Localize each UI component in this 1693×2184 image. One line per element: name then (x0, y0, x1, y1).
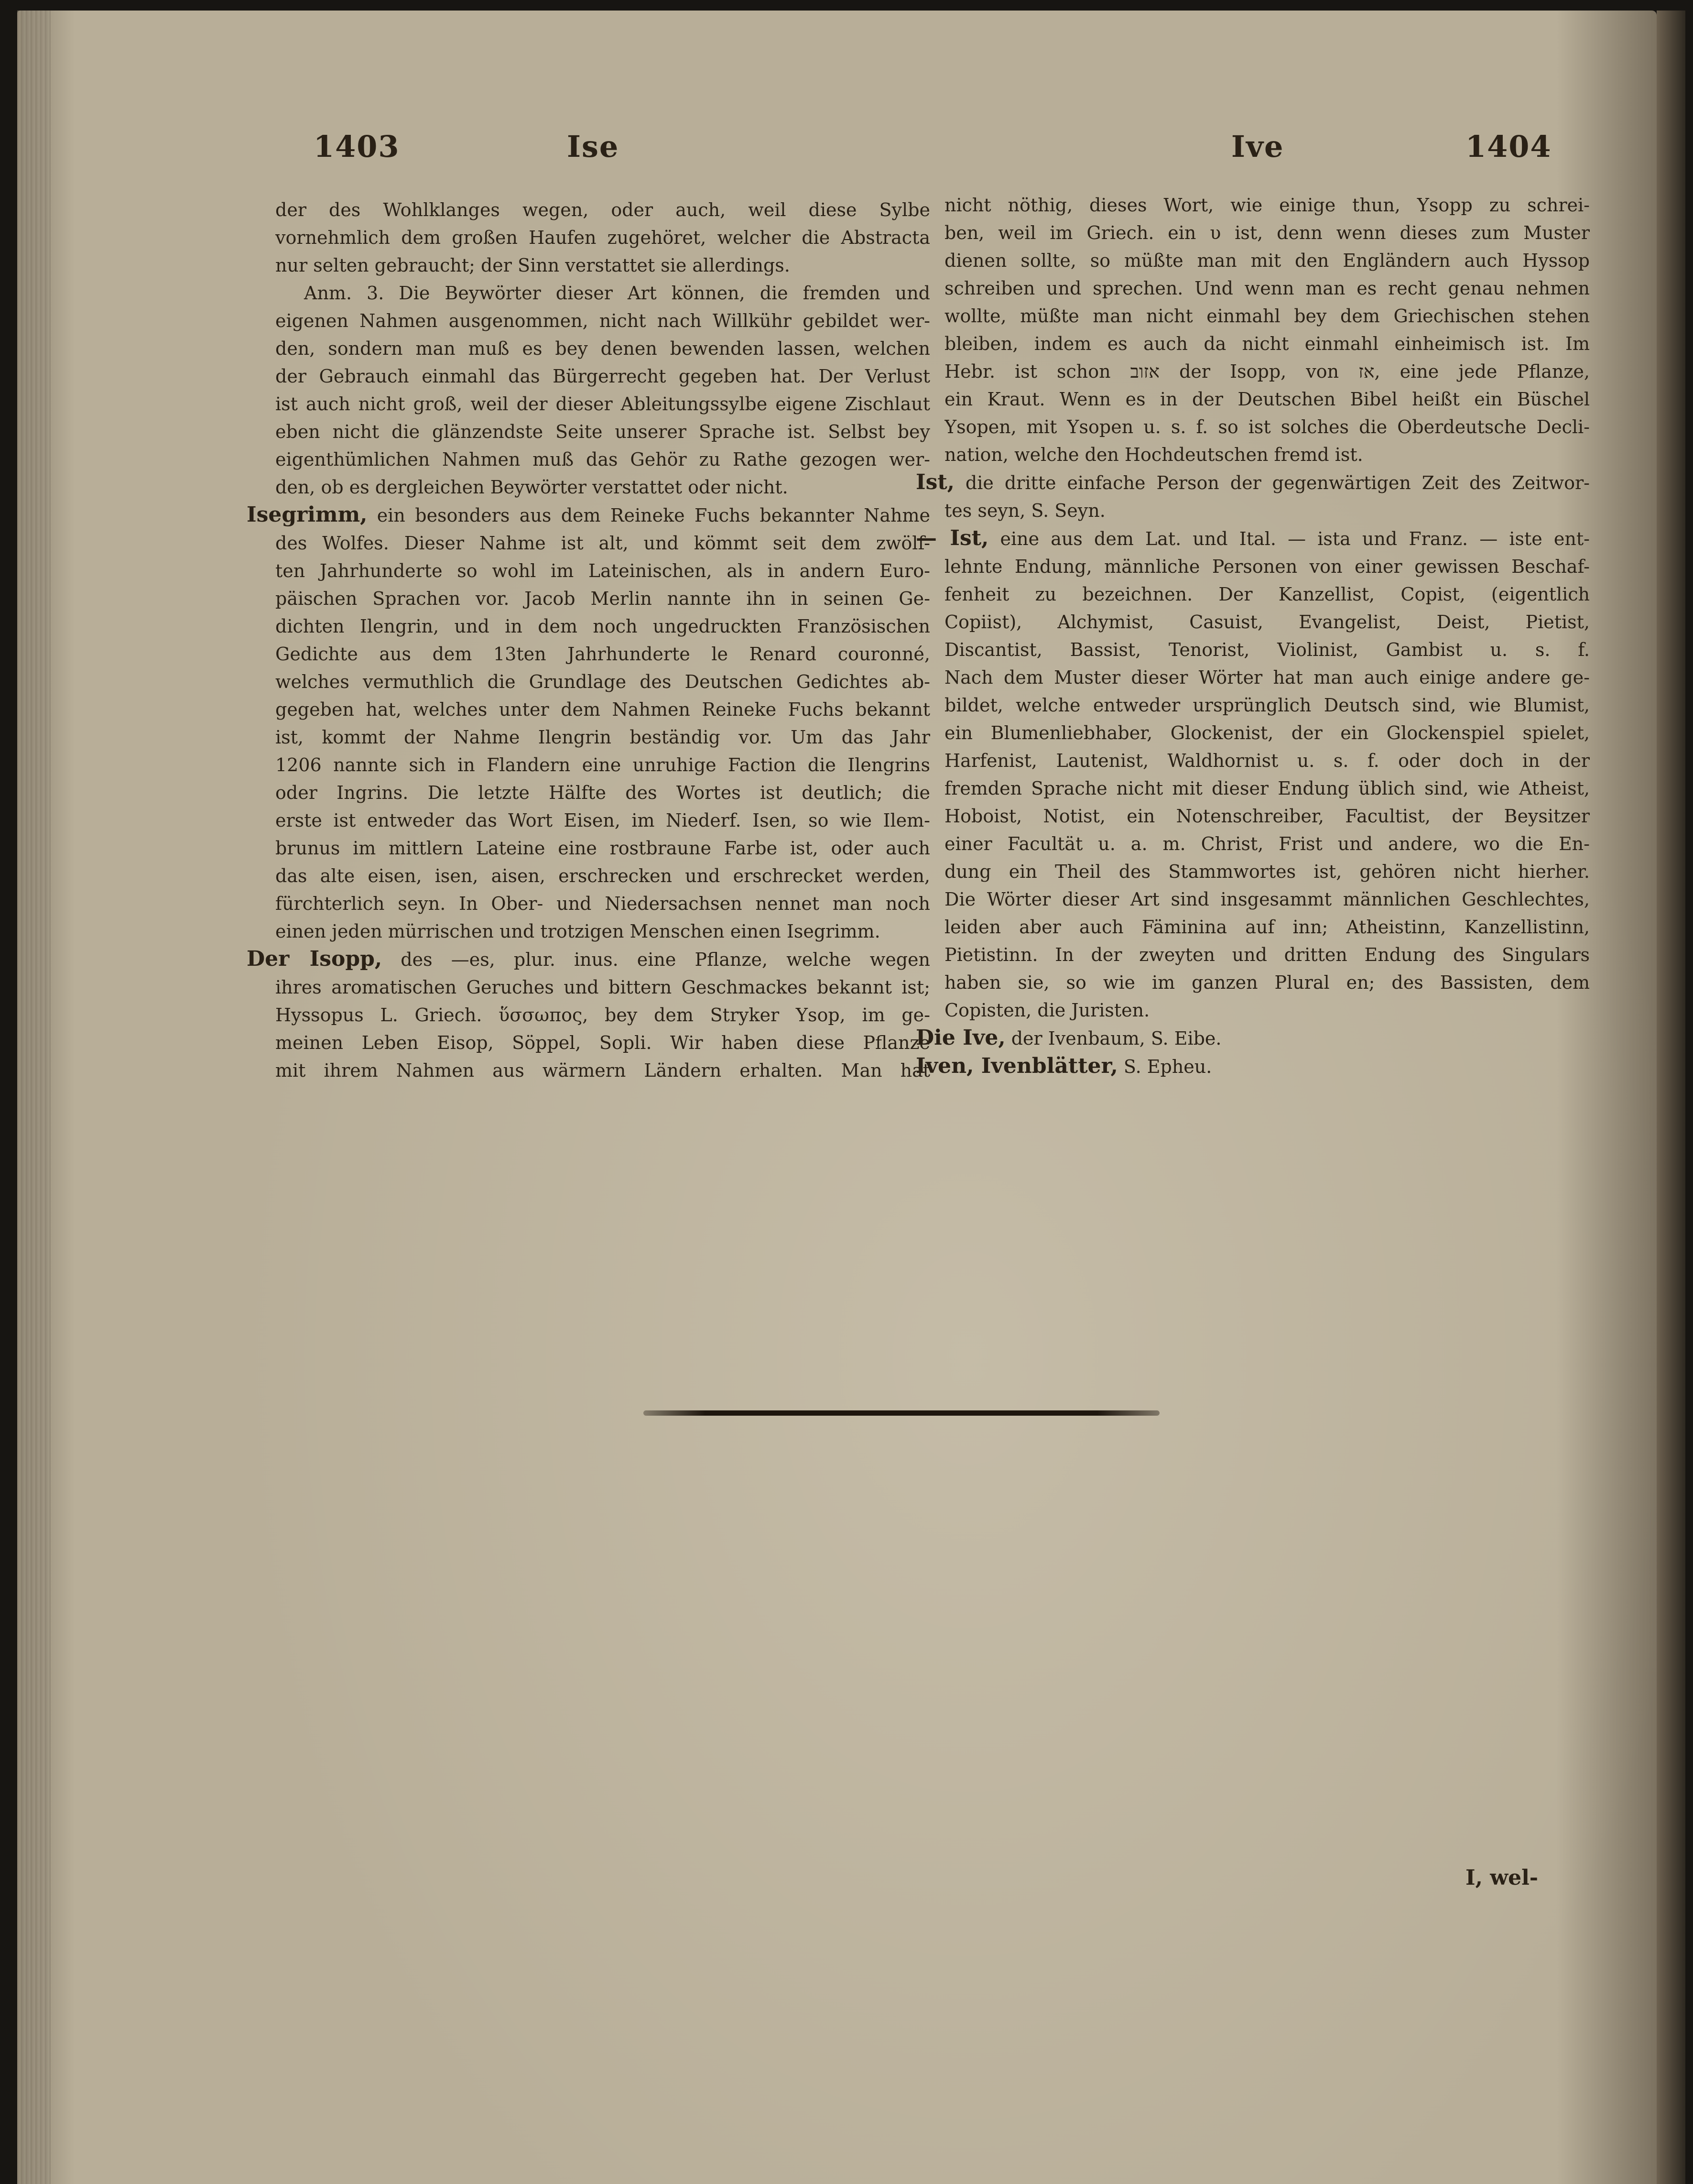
text-line (275, 473, 930, 501)
text-line (275, 723, 930, 751)
running-head-right: Ive (1231, 129, 1284, 164)
line-text: fremden Sprache nicht mit dieser Endung üblich sind, wie Atheist, (944, 778, 1590, 799)
line-text: eigenen Nahmen ausgenommen, nicht nach Willkühr gebildet wer- (275, 310, 930, 331)
page-number-right: 1404 (1465, 129, 1552, 164)
text-line (944, 497, 1590, 524)
running-head-left: Ise (567, 129, 619, 164)
text-line (275, 251, 930, 279)
line-text: Discantist, Bassist, Tenorist, Violinist, Gambist u. s. f. (944, 639, 1590, 660)
entry-lemma: Der Isopp, (247, 947, 382, 971)
line-text: dichten Ilengrin, und in dem noch ungedruckten Französischen (275, 616, 930, 637)
line-text: schreiben und sprechen. Und wenn man es recht genau nehmen (944, 278, 1590, 299)
line-text: mit ihrem Nahmen aus wärmern Ländern erhalten. Man hat (275, 1060, 930, 1081)
line-text: bleiben, indem es auch da nicht einmahl einheimisch ist. Im (944, 333, 1590, 354)
entry-line (916, 1024, 1590, 1052)
line-text: ein Blumenliebhaber, Glockenist, der ein Glockenspiel spielet, (944, 722, 1590, 743)
line-text: eine aus dem Lat. und Ital. — ista und Franz. — iste ent- (988, 528, 1590, 549)
line-text: ihres aromatischen Geruches und bittern Geschmackes bekannt ist; (275, 977, 930, 998)
text-line (275, 834, 930, 862)
line-text: das alte eisen, isen, aisen, erschrecken und erschrecket werden, (275, 865, 930, 886)
line-text: S. Epheu. (1118, 1056, 1212, 1077)
text-line (944, 885, 1590, 913)
line-text: den, sondern man muß es bey denen bewenden lassen, welchen (275, 338, 930, 359)
text-line (275, 917, 930, 945)
line-text: Harfenist, Lautenist, Waldhornist u. s. f. oder doch in der (944, 750, 1590, 771)
line-text: gegeben hat, welches unter dem Nahmen Reineke Fuchs bekannt (275, 699, 930, 720)
text-line (944, 913, 1590, 941)
line-text: ein besonders aus dem Reineke Fuchs bekannter Nahme (367, 505, 930, 526)
entry-lemma: Die Ive, (916, 1026, 1006, 1050)
text-line (944, 996, 1590, 1024)
text-line (944, 802, 1590, 830)
line-text: ein Kraut. Wenn es in der Deutschen Bibel heißt ein Büschel (944, 389, 1590, 410)
text-line (275, 1057, 930, 1084)
line-text: nation, welche den Hochdeutschen fremd ist. (944, 444, 1363, 465)
line-text: leiden aber auch Fäminina auf inn; Atheistinn, Kanzellistinn, (944, 917, 1590, 938)
line-text: welches vermuthlich die Grundlage des Deutschen Gedichtes ab- (275, 671, 930, 692)
left-text-column (247, 196, 930, 1084)
text-line (944, 274, 1590, 302)
text-line (944, 830, 1590, 858)
right-text-column (916, 191, 1590, 1081)
line-text: fenheit zu bezeichnen. Der Kanzellist, Copist, (eigentlich (944, 584, 1590, 605)
line-text: Anm. 3. Die Beywörter dieser Art können, die fremden und (304, 283, 930, 304)
line-text: meinen Leben Eisop, Söppel, Sopli. Wir haben diese Pflanze (275, 1032, 930, 1053)
text-line (944, 608, 1590, 636)
text-line (944, 302, 1590, 330)
entry-lemma: Ist, (916, 470, 955, 494)
text-line (275, 390, 930, 418)
line-text: vornehmlich dem großen Haufen zugehöret, welcher die Abstracta (275, 227, 930, 248)
text-line (275, 640, 930, 668)
line-text: erste ist entweder das Wort Eisen, im Niederf. Isen, so wie Ilem- (275, 810, 930, 831)
text-line (944, 191, 1590, 219)
text-line (944, 553, 1590, 580)
line-text: wollte, müßte man nicht einmahl bey dem Griechischen stehen (944, 306, 1590, 327)
line-text: dung ein Theil des Stammwortes ist, gehören nicht hierher. (944, 861, 1590, 882)
text-line (275, 335, 930, 362)
text-line (944, 441, 1590, 469)
text-line (275, 307, 930, 335)
page-number-left: 1403 (314, 129, 400, 164)
line-text: Hebr. ist schon אזוב der Isopp, von אז, eine jede Pflanze, (944, 361, 1590, 382)
entry-lemma: Iven, Ivenblätter, (916, 1054, 1118, 1078)
entry-line (916, 469, 1590, 497)
text-line (944, 330, 1590, 358)
line-text: päischen Sprachen vor. Jacob Merlin nannte ihn in seinen Ge- (275, 588, 930, 609)
line-text: oder Ingrins. Die letzte Hälfte des Wortes ist deutlich; die (275, 782, 930, 803)
text-line (944, 219, 1590, 247)
entry-line (916, 1052, 1590, 1081)
line-text: eigenthümlichen Nahmen muß das Gehör zu Rathe gezogen wer- (275, 449, 930, 470)
line-text: nicht nöthig, dieses Wort, wie einige thun, Ysopp zu schrei- (944, 195, 1590, 216)
text-line (275, 585, 930, 612)
line-text: tes seyn, S. Seyn. (944, 500, 1106, 521)
text-line (944, 580, 1590, 608)
line-text: brunus im mittlern Lateine eine rostbraune Farbe ist, oder auch (275, 838, 930, 859)
page-edge-stack (17, 11, 51, 2184)
entry-line (916, 524, 1590, 553)
line-text: Hoboist, Notist, ein Notenschreiber, Facultist, der Beysitzer (944, 806, 1590, 827)
text-line (944, 358, 1590, 385)
text-line (944, 719, 1590, 747)
text-line (275, 890, 930, 917)
line-text: Copiist), Alchymist, Casuist, Evangelist, Deist, Pietist, (944, 612, 1590, 633)
line-text: Gedichte aus dem 13ten Jahrhunderte le Renard couronné, (275, 644, 930, 665)
line-text: des —es, plur. inus. eine Pflanze, welche wegen (382, 949, 930, 970)
line-text: ist auch nicht groß, weil der dieser Ableitungssylbe eigene Zischlaut (275, 393, 930, 415)
line-text: Die Wörter dieser Art sind insgesammt männlichen Geschlechtes, (944, 889, 1590, 910)
line-text: den, ob es dergleichen Beywörter verstattet oder nicht. (275, 477, 788, 498)
line-text: lehnte Endung, männliche Personen von einer gewissen Beschaf- (944, 556, 1590, 577)
book-page (17, 11, 1657, 2184)
line-text: des Wolfes. Dieser Nahme ist alt, und kömmt seit dem zwölf- (275, 533, 930, 554)
text-line (275, 279, 930, 307)
entry-lemma: — Ist, (916, 526, 989, 550)
text-line (275, 1001, 930, 1029)
text-line (275, 612, 930, 640)
line-text: Nach dem Muster dieser Wörter hat man auch einige andere ge- (944, 667, 1590, 688)
line-text: haben sie, so wie im ganzen Plural en; des Bassisten, dem (944, 972, 1590, 993)
text-line (944, 664, 1590, 691)
line-text: ist, kommt der Nahme Ilengrin beständig vor. Um das Jahr (275, 727, 930, 748)
text-line (275, 362, 930, 390)
line-text: der Gebrauch einmahl das Bürgerrecht gegeben hat. Der Verlust (275, 366, 930, 387)
text-line (275, 418, 930, 446)
text-line (944, 636, 1590, 664)
text-line (944, 691, 1590, 719)
line-text: bildet, welche entweder ursprünglich Deutsch sind, wie Blumist, (944, 695, 1590, 716)
text-line (944, 247, 1590, 274)
entry-lemma: Isegrimm, (247, 502, 368, 527)
line-text: 1206 nannte sich in Flandern eine unruhige Faction die Ilengrins (275, 754, 930, 775)
line-text: der Ivenbaum, S. Eibe. (1005, 1028, 1222, 1049)
line-text: Pietistinn. In der zweyten und dritten Endung des Singulars (944, 944, 1590, 965)
line-text: eben nicht die glänzendste Seite unserer Sprache ist. Selbst bey (275, 421, 930, 442)
text-line (275, 696, 930, 723)
line-text: einen jeden mürrischen und trotzigen Menschen einen Isegrimm. (275, 921, 880, 942)
line-text: einer Facultät u. a. m. Christ, Frist und andere, wo die En- (944, 833, 1590, 854)
line-text: dienen sollte, so müßte man mit den Engländern auch Hyssop (944, 250, 1590, 271)
line-text: Hyssopus L. Griech. ὕσσωπος, bey dem Stryker Ysop, im ge- (275, 1005, 930, 1026)
line-text: Ysopen, mit Ysopen u. s. f. so ist solches die Oberdeutsche Decli- (944, 416, 1590, 437)
line-text: nur selten gebraucht; der Sinn verstattet sie allerdings. (275, 255, 790, 276)
text-line (944, 747, 1590, 775)
line-text: Copisten, die Juristen. (944, 1000, 1150, 1021)
text-line (275, 973, 930, 1001)
line-text: ben, weil im Griech. ein υ ist, denn wenn dieses zum Muster (944, 222, 1590, 243)
text-line (275, 668, 930, 696)
text-line (275, 807, 930, 834)
catchword: I, wel- (1465, 1866, 1539, 1890)
line-text: fürchterlich seyn. In Ober- und Niedersachsen nennet man noch (275, 893, 930, 914)
text-line (275, 224, 930, 251)
text-line (275, 1029, 930, 1057)
text-line (275, 862, 930, 890)
text-line (275, 751, 930, 779)
book-gutter (1657, 11, 1685, 2184)
line-text: die dritte einfache Person der gegenwärtigen Zeit des Zeitwor- (955, 472, 1590, 493)
text-line (944, 941, 1590, 969)
text-line (944, 385, 1590, 413)
text-line (944, 858, 1590, 885)
entry-line (247, 945, 930, 973)
entry-line (247, 501, 930, 529)
text-line (275, 196, 930, 224)
text-line (944, 413, 1590, 441)
line-text: ten Jahrhunderte so wohl im Lateinischen, als in andern Euro- (275, 560, 930, 581)
text-line (944, 775, 1590, 802)
text-line (275, 557, 930, 585)
text-line (275, 446, 930, 473)
line-text: der des Wohlklanges wegen, oder auch, weil diese Sylbe (275, 199, 930, 220)
text-line (275, 529, 930, 557)
text-line (275, 779, 930, 807)
end-rule (643, 1410, 1160, 1416)
text-line (944, 969, 1590, 996)
